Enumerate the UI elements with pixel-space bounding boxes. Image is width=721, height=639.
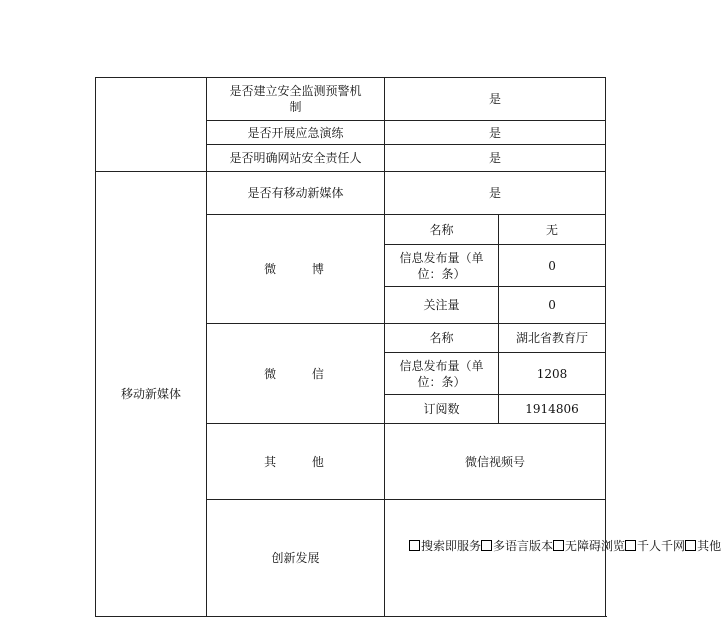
mobile-media-section-label: 移动新媒体 [96, 172, 207, 617]
innovation-section-label: 创新发展 [207, 500, 385, 617]
weibo-followers-label: 关注量 [385, 287, 499, 324]
innovation-option-label: 搜索即服务 [421, 539, 482, 553]
report-table [95, 77, 721, 617]
section-cell-empty [96, 78, 207, 172]
table-row [96, 78, 606, 121]
wechat-label: 微 信 [207, 324, 385, 424]
has-mobile-media-label: 是否有移动新媒体 [207, 172, 385, 215]
responsibility-value: 是 [385, 145, 606, 172]
other-label: 其 他 [207, 424, 385, 500]
innovation-checkbox[interactable] [553, 540, 564, 551]
innovation-checkbox[interactable] [625, 540, 636, 551]
weibo-posts-value: 0 [499, 245, 606, 287]
wechat-subscribers-value: 1914806 [499, 395, 606, 424]
innovation-option-label: 多语言版本 [493, 539, 554, 553]
innovation-checkbox[interactable] [409, 540, 420, 551]
weibo-followers-value: 0 [499, 287, 606, 324]
other-value: 微信视频号 [385, 424, 606, 500]
has-mobile-media-value: 是 [385, 172, 606, 215]
wechat-posts-value: 1208 [499, 353, 606, 395]
wechat-subscribers-label: 订阅数 [385, 395, 499, 424]
innovation-checkbox[interactable] [481, 540, 492, 551]
weibo-label: 微 博 [207, 215, 385, 324]
drill-value: 是 [385, 121, 606, 145]
responsibility-label: 是否明确网站安全责任人 [207, 145, 385, 172]
drill-label: 是否开展应急演练 [207, 121, 385, 145]
innovation-options [385, 488, 721, 605]
weibo-name-label: 名称 [385, 215, 499, 245]
monitoring-label: 是否建立安全监测预警机制 [207, 78, 385, 121]
innovation-option-label: 千人千网 [637, 539, 686, 553]
weibo-posts-label: 信息发布量（单位：条） [385, 245, 499, 287]
wechat-name-value: 湖北省教育厅 [499, 324, 606, 353]
innovation-option-label: 无障碍浏览 [565, 539, 626, 553]
wechat-name-label: 名称 [385, 324, 499, 353]
monitoring-value: 是 [385, 78, 606, 121]
innovation-checkbox[interactable] [685, 540, 696, 551]
innovation-option-label: 其他 [697, 539, 721, 553]
table-row [96, 172, 606, 215]
weibo-name-value: 无 [499, 215, 606, 245]
wechat-posts-label: 信息发布量（单位：条） [385, 353, 499, 395]
